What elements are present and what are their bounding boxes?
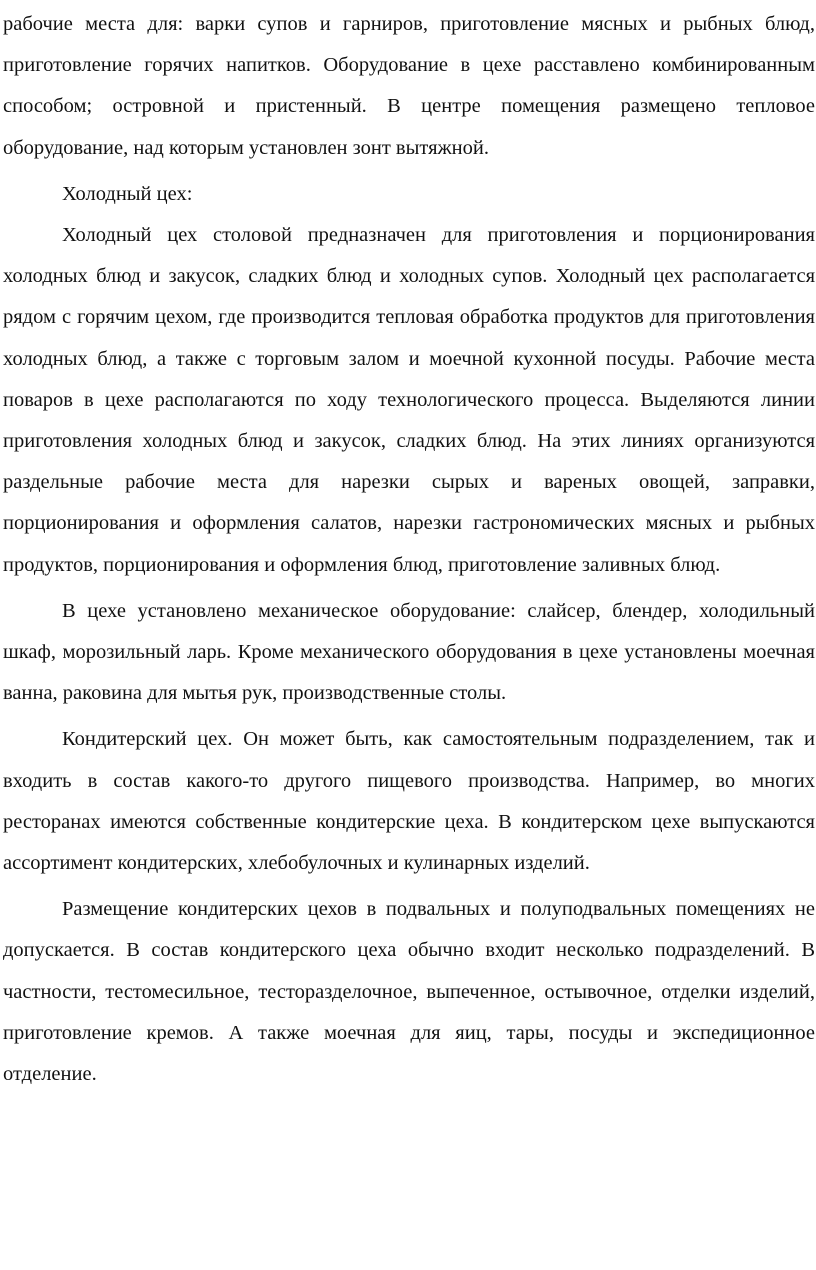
heading-cold-shop: Холодный цех: bbox=[62, 182, 193, 205]
paragraph-confectionery-placement: Размещение кондитерских цехов в подвальных и полуподвальных помещениях не допускается. В состав кондитерского цеха обычно входит несколько подразделений. В частности, тестомесильное, тесторазделочное, выпеченное, остывочное, отделки изделий, приготовление кремов. А также моечная для яиц, тары, посуды и экспедиционное отделение. bbox=[3, 898, 815, 1086]
document-page bbox=[3, 4, 815, 1095]
paragraph-cold-shop-equipment: В цехе установлено механическое оборудование: слайсер, блендер, холодильный шкаф, морозильный ларь. Кроме механического оборудования в цехе установлены моечная ванна, раковина для мытья рук, производственные столы. bbox=[3, 599, 815, 705]
paragraph-cold-shop: Холодный цех столовой предназначен для приготовления и порционирования холодных блюд и закусок, сладких блюд и холодных супов. Холодный цех располагается рядом с горячим цехом, где производится тепловая обработка продуктов для приготовления холодных блюд, а также с торговым залом и моечной кухонной посуды. Рабочие места поваров в цехе располагаются по ходу технологического процесса. Выделяются линии приготовления холодных блюд и закусок, сладких блюд. На этих линиях организуются раздельные рабочие места для нарезки сырых и вареных овощей, заправки, порционирования и оформления салатов, нарезки гастрономических мясных и рыбных продуктов, порционирования и оформления блюд, приготовление заливных блюд. bbox=[3, 224, 815, 576]
paragraph-confectionery-shop: Кондитерский цех. Он может быть, как самостоятельным подразделением, так и входить в состав какого-то другого пищевого производства. Например, во многих ресторанах имеются собственные кондитерские цеха. В кондитерском цехе выпускаются ассортимент кондитерских, хлебобулочных и кулинарных изделий. bbox=[3, 728, 815, 875]
paragraph-hot-shop-continuation: рабочие места для: варки супов и гарниров, приготовление мясных и рыбных блюд, приготовление горячих напитков. Оборудование в цехе расставлено комбинированным способом; островной и пристенный. В центре помещения размещено тепловое оборудование, над которым установлен зонт вытяжной. bbox=[3, 13, 815, 159]
